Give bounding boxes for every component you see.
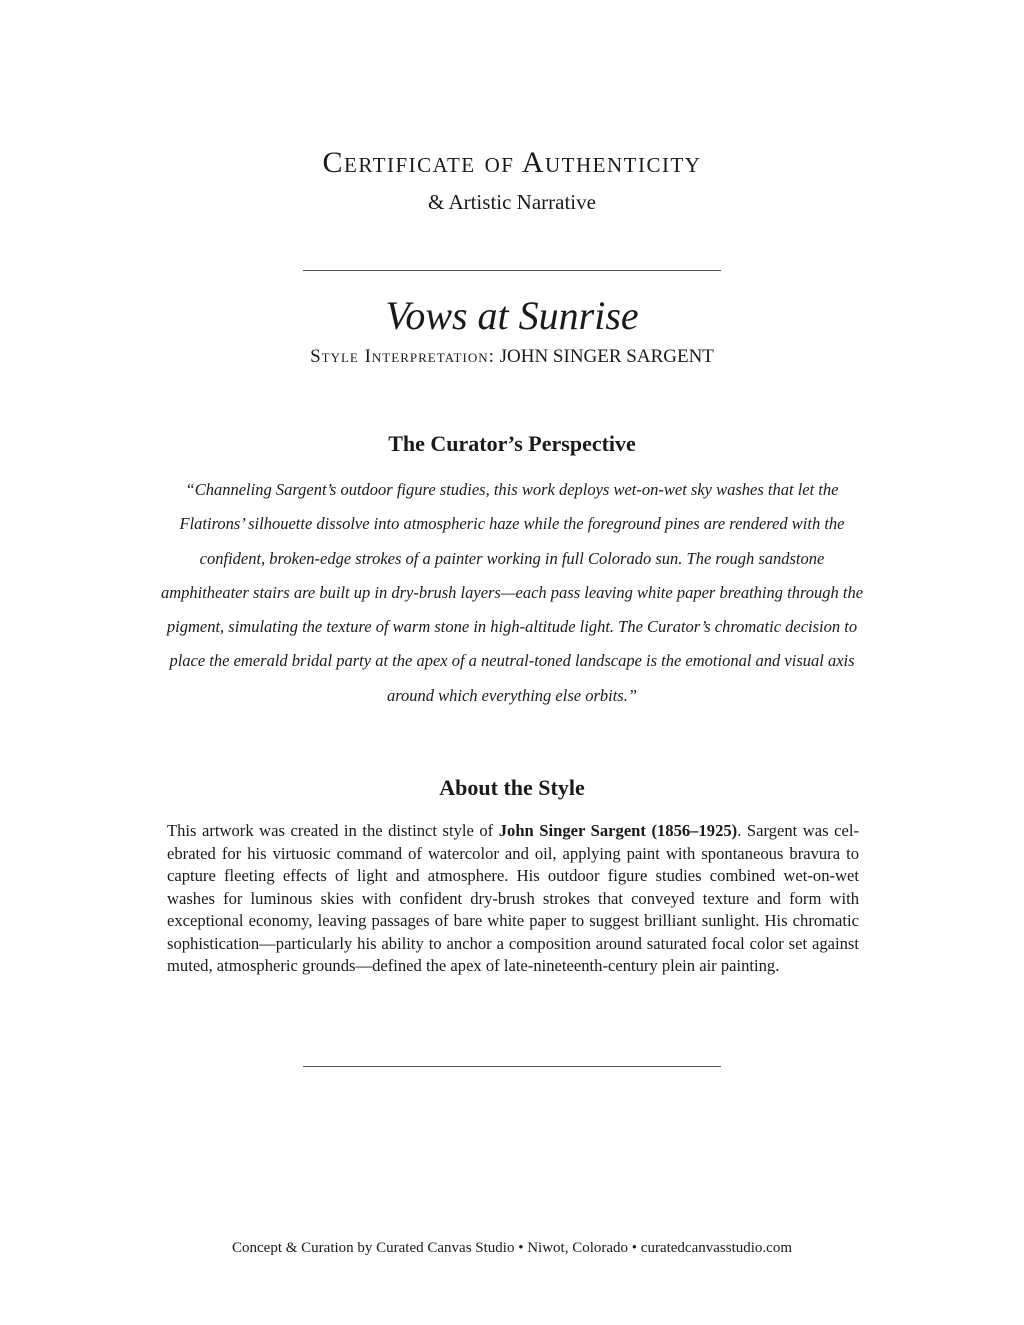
certificate-subtitle: & Artistic Narrative [428,190,596,214]
certificate-title: Certificate of Authenticity [322,146,702,179]
artwork-title: Vows at Sunrise [385,293,639,338]
curator-heading: The Curator’s Perspective [388,431,636,456]
bottom-divider [303,1066,721,1067]
style-interpretation [0,346,1024,368]
footer-credit: Concept & Curation by Curated Canvas Studio • Niwot, Colorado • curatedcanvasstudio.com [232,1240,792,1256]
about-heading: About the Style [439,775,585,800]
curator-quote: “Channeling Sargent’s outdoor figure studies, this work deploys wet-on-wet sky washes that let the Flatirons’ silhouette dissolve into atmospheric haze while the foreground pines are rendered with the confident, broken-edge strokes of a painter working in full Colorado sun. The rough sandstone amphitheater stairs are built up in dry-brush layers—each pass leaving white paper breathing through the pigment, simulating the texture of warm stone in high-altitude light. The Curator’s chromatic decision to place the emerald bridal party at the apex of a neutral-toned landscape is the emotional and visual axis around which everything else orbits.” [160,480,864,705]
top-divider [303,270,721,271]
style-artist-name: JOHN SINGER SARGENT [499,346,714,367]
about-intro: This artwork was created in the distinct style of [167,821,499,840]
style-interpretation-label: Style Interpretation: [310,346,495,367]
about-paragraph [167,820,859,978]
about-artist-name: John Singer Sargent (1856–1925) [498,821,738,840]
about-body-text: . Sargent was celebrated for his virtuosic command of watercolor and oil, applying paint with spontaneous bravura to capture fleeting effects of light and atmosphere. His outdoor figure studies combined wet-on-wet washes for luminous skies with confident dry-brush strokes that conveyed texture and form with exceptional economy, leaving passages of bare white paper to suggest brilliant sunlight. His chromatic sophistication—particularly his ability to anchor a composition around saturated focal color set against muted, atmospheric grounds—defined the apex of late-nineteenth-century plein air painting. [167,821,859,975]
